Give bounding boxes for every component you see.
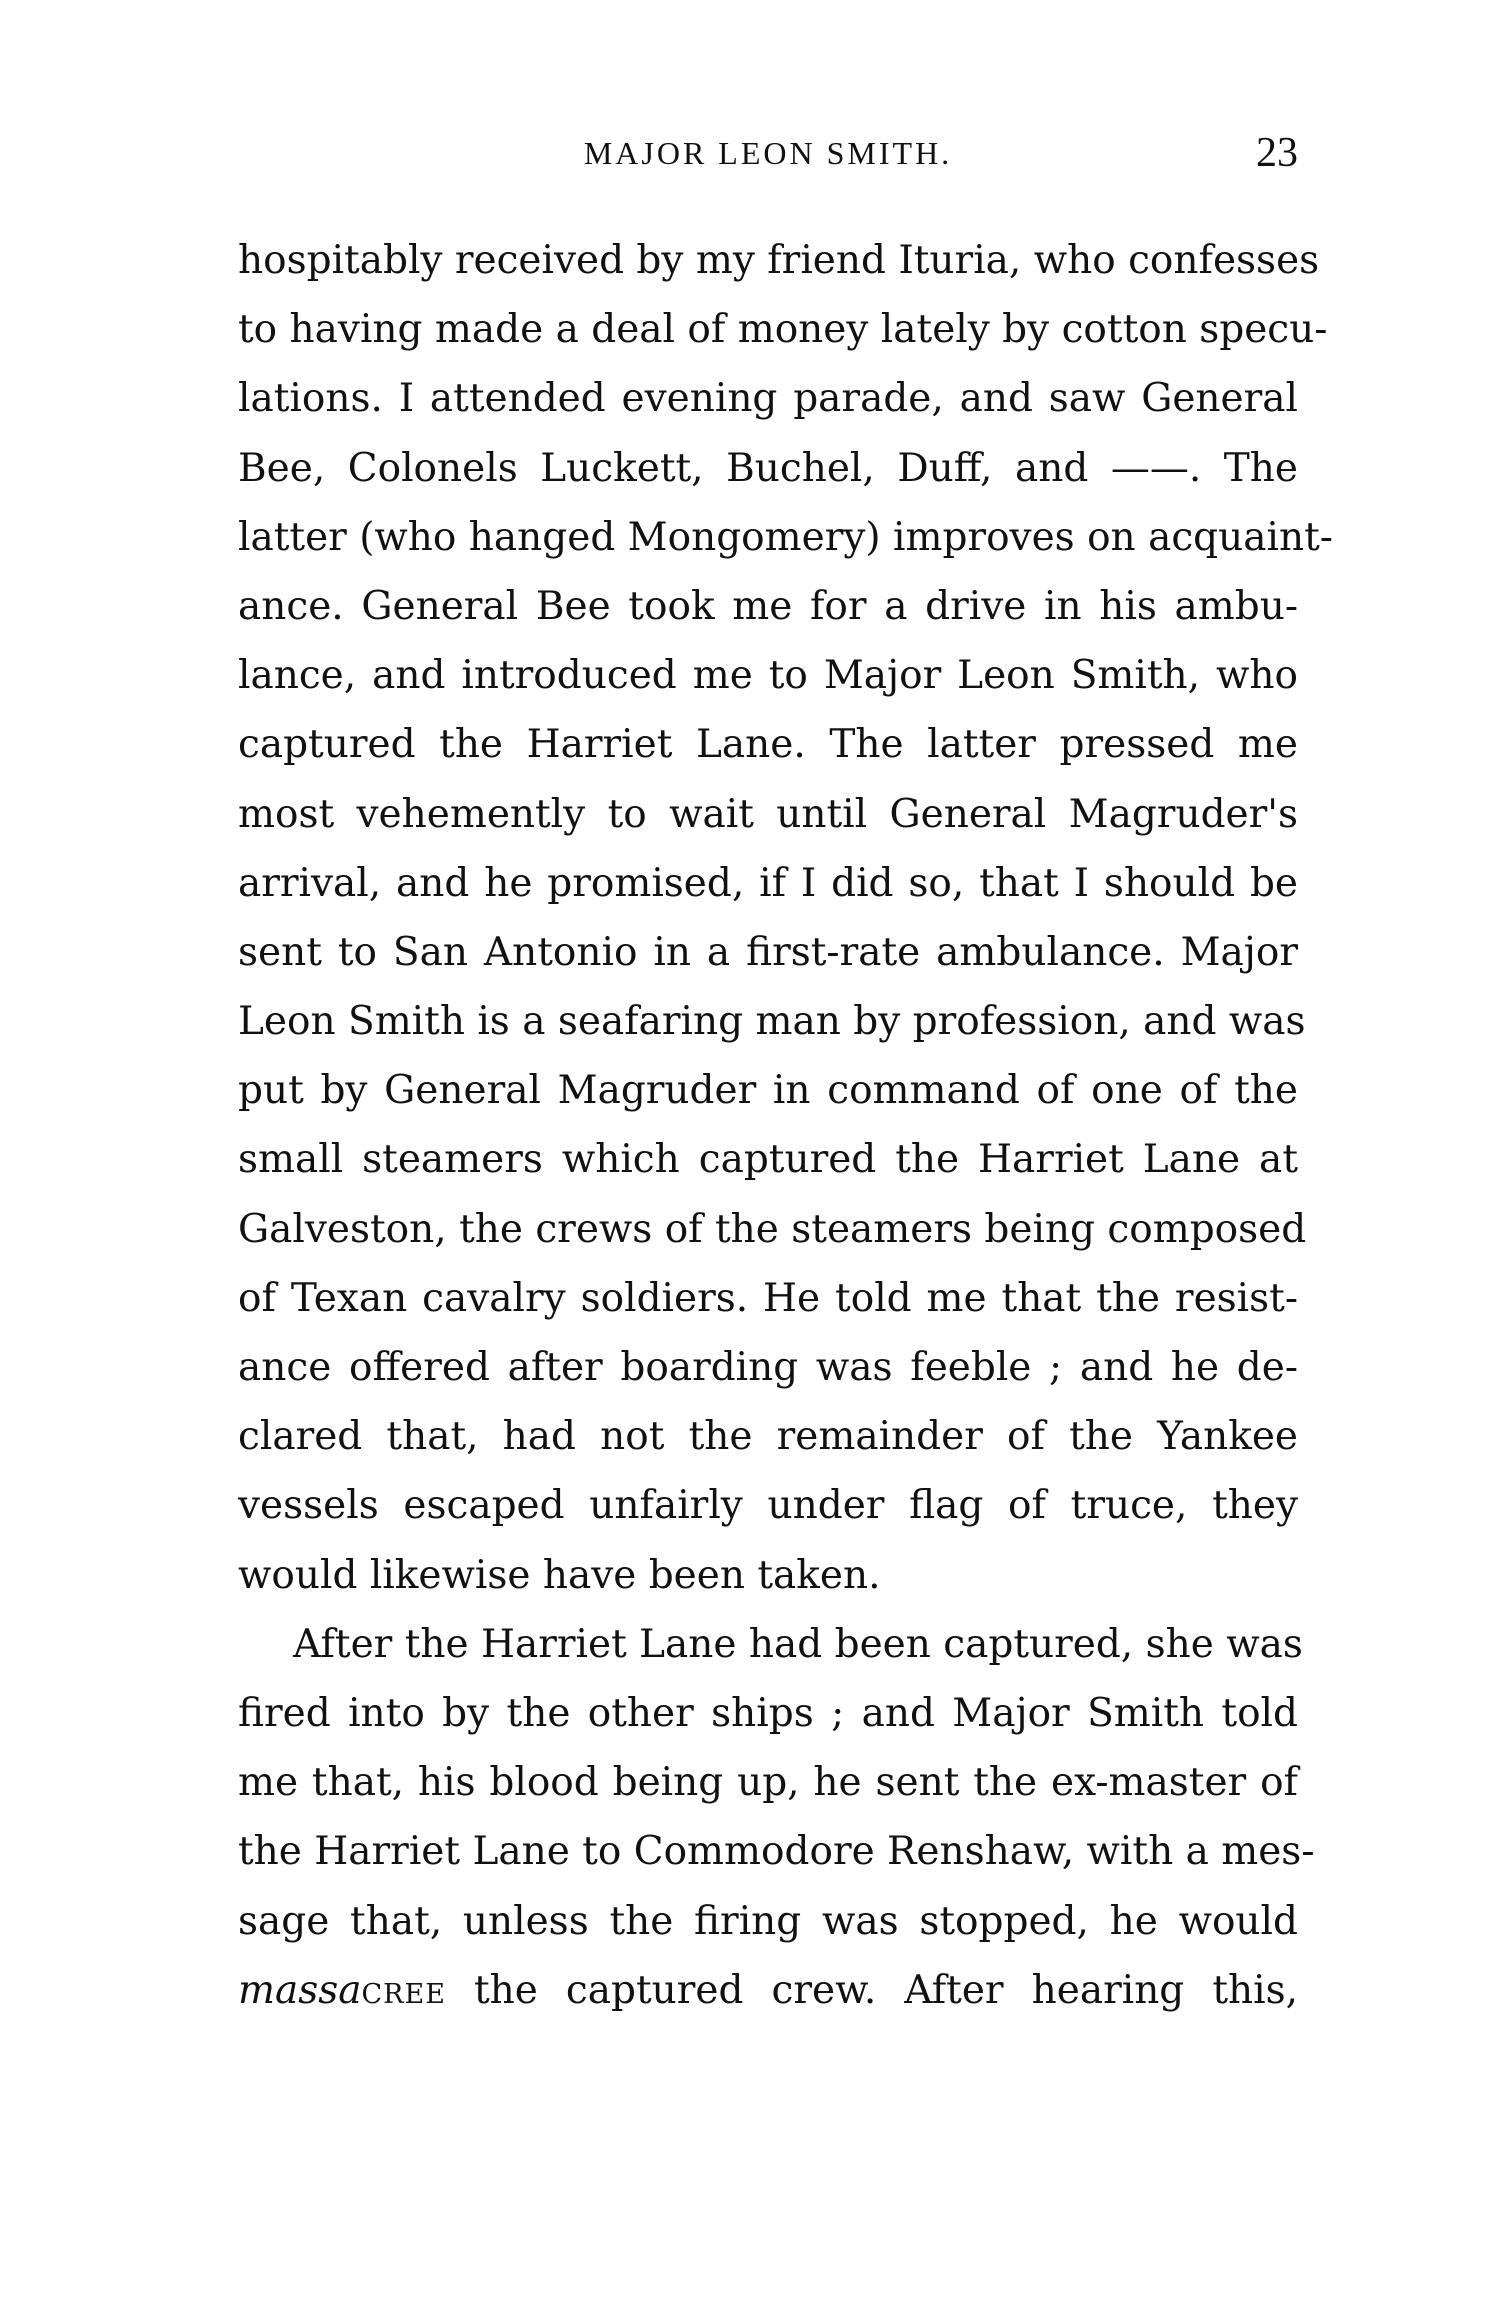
paragraph-2 bbox=[238, 1610, 1315, 2025]
running-head bbox=[238, 128, 1298, 178]
text-line: captured the Harriet Lane. The latter pressed me bbox=[238, 722, 1298, 768]
text-line: Leon Smith is a seafaring man by profession, and was bbox=[238, 999, 1306, 1045]
text-line: ance. General Bee took me for a drive in his ambu- bbox=[238, 583, 1298, 629]
text-line: to having made a deal of money lately by cotton specu- bbox=[238, 307, 1328, 353]
text-line: the Harriet Lane to Commodore Renshaw, with a mes- bbox=[238, 1829, 1315, 1875]
text-line: Galveston, the crews of the steamers being composed bbox=[238, 1206, 1307, 1252]
text-line: me that, his blood being up, he sent the ex-master of bbox=[238, 1760, 1298, 1806]
text-line: arrival, and he promised, if I did so, that I should be bbox=[238, 860, 1298, 906]
paragraph-1 bbox=[238, 226, 1333, 1610]
text-line: After the Harriet Lane had been captured, she was bbox=[293, 1621, 1303, 1667]
text-line: latter (who hanged Mongomery) improves on acquaint- bbox=[238, 514, 1333, 560]
text-line: sent to San Antonio in a first-rate ambulance. Major bbox=[238, 929, 1298, 975]
text-line: sage that, unless the firing was stopped, he would bbox=[238, 1898, 1298, 1944]
text-line: hospitably received by my friend Ituria, who confesses bbox=[238, 238, 1320, 283]
text-line: clared that, had not the remainder of the Yankee bbox=[238, 1414, 1298, 1460]
running-title: MAJOR LEON SMITH. bbox=[583, 135, 953, 171]
text-line: put by General Magruder in command of one of the bbox=[238, 1068, 1298, 1114]
final-line-rest: the captured crew. After hearing this, bbox=[445, 1967, 1298, 2013]
text-line-final bbox=[238, 1956, 1298, 2025]
body-text bbox=[238, 226, 1333, 2025]
page-number: 23 bbox=[1256, 130, 1298, 176]
text-line: fired into by the other ships ; and Major Smith told bbox=[238, 1690, 1298, 1736]
text-line: lance, and introduced me to Major Leon Smith, who bbox=[238, 653, 1298, 699]
text-line: lations. I attended evening parade, and saw General bbox=[238, 376, 1298, 422]
text-line: vessels escaped unfairly under flag of truce, they bbox=[238, 1483, 1298, 1529]
text-line: Bee, Colonels Luckett, Buchel, Duff, and ——. The bbox=[238, 445, 1298, 491]
text-line: would likewise have been taken. bbox=[238, 1552, 881, 1598]
text-line: of Texan cavalry soldiers. He told me that the resist- bbox=[238, 1275, 1298, 1321]
text-line: small steamers which captured the Harriet Lane at bbox=[238, 1137, 1298, 1183]
italic-word: massa bbox=[238, 1967, 362, 2013]
smallcaps-word: cree bbox=[361, 1967, 446, 2013]
text-line: most vehemently to wait until General Magruder's bbox=[238, 791, 1298, 837]
text-line: ance offered after boarding was feeble ; and he de- bbox=[238, 1345, 1298, 1390]
